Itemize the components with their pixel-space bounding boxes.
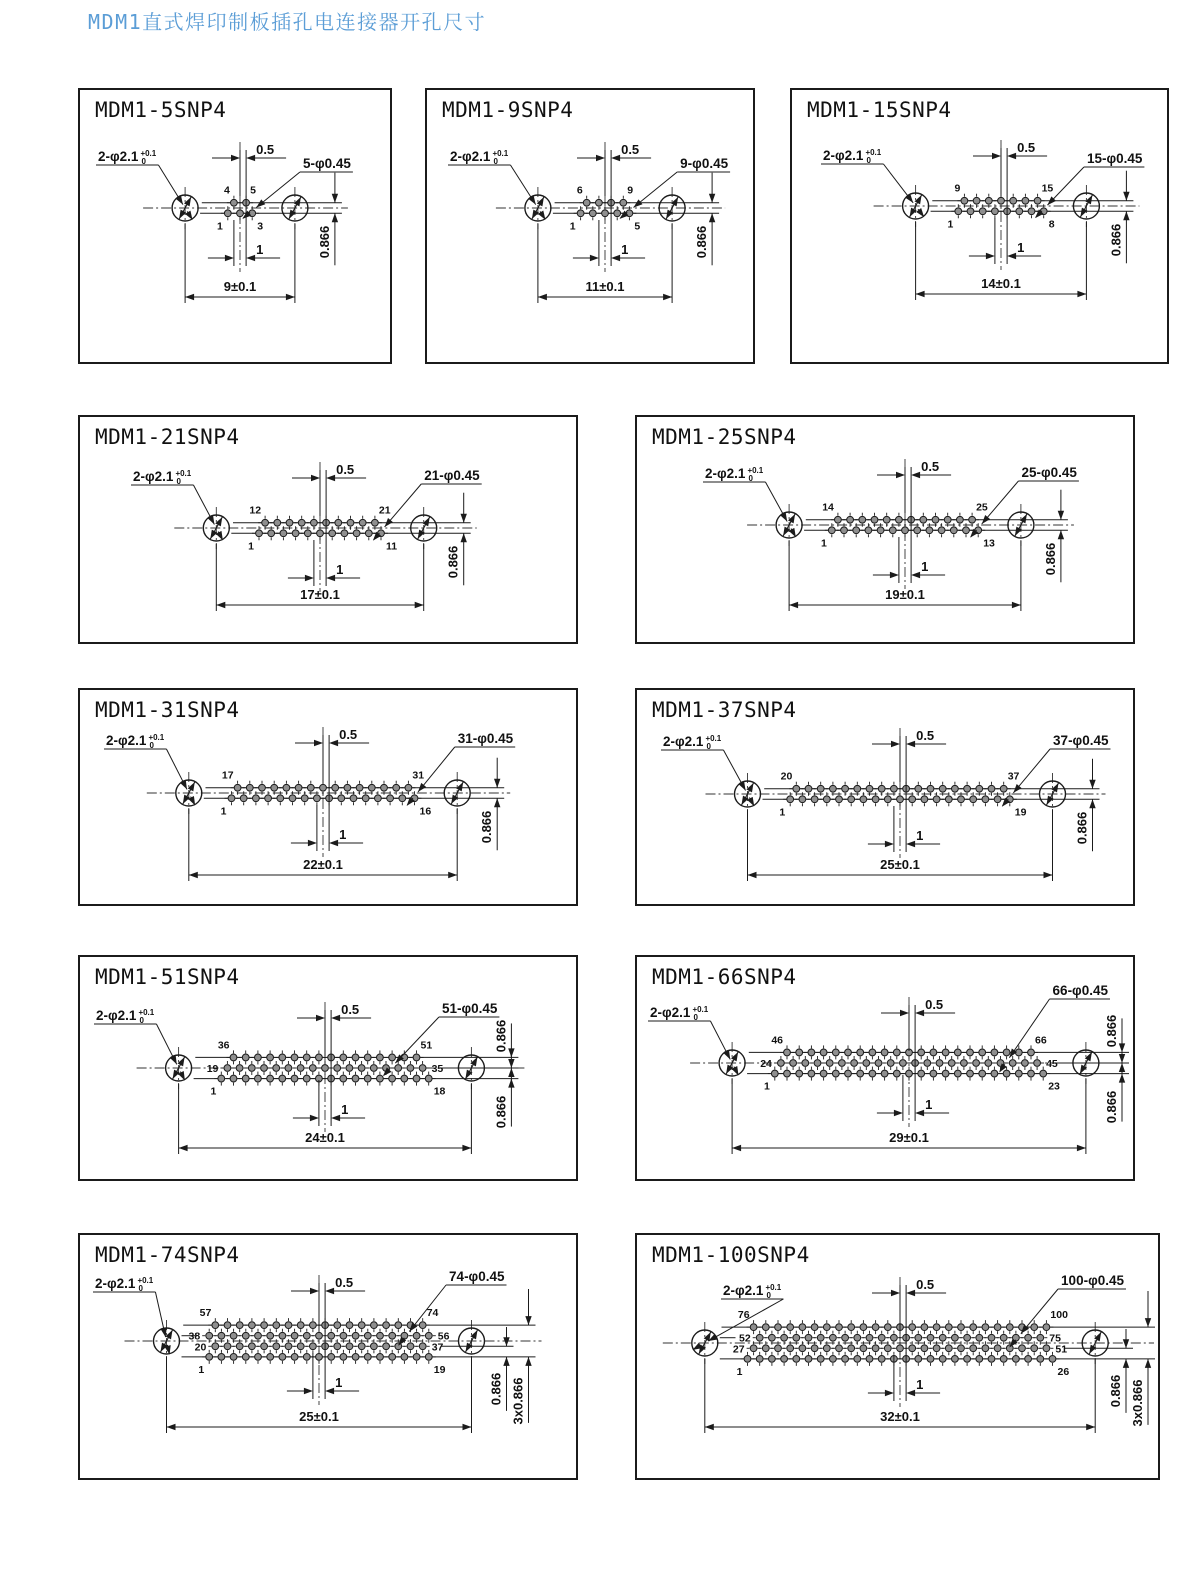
svg-text:19: 19: [433, 1363, 446, 1376]
panel-title: MDM1-25SNP4: [652, 425, 797, 449]
panel-mdm1-9snp4: [425, 88, 755, 364]
svg-text:2-φ2.1: 2-φ2.1: [823, 148, 864, 163]
svg-text:1: 1: [779, 806, 786, 819]
svg-text:0.866: 0.866: [1108, 1374, 1123, 1408]
svg-text:1: 1: [925, 1097, 933, 1112]
svg-text:3x0.866: 3x0.866: [1130, 1379, 1145, 1427]
panel-title: MDM1-21SNP4: [95, 425, 240, 449]
panel-mdm1-66snp4: [635, 955, 1135, 1181]
svg-text:25±0.1: 25±0.1: [880, 857, 920, 872]
svg-text:1: 1: [339, 827, 347, 842]
svg-text:27: 27: [732, 1343, 745, 1356]
svg-text:23: 23: [1048, 1080, 1060, 1093]
svg-text:0.5: 0.5: [335, 1275, 354, 1290]
svg-text:19: 19: [206, 1063, 219, 1075]
panel-mdm1-21snp4: [78, 415, 578, 644]
svg-text:56: 56: [437, 1330, 450, 1343]
svg-text:1: 1: [947, 218, 954, 231]
connector-drawing: [80, 1235, 576, 1478]
svg-text:100: 100: [1050, 1309, 1068, 1322]
svg-text:1: 1: [198, 1363, 205, 1376]
svg-text:+0.1: +0.1: [140, 149, 157, 158]
svg-text:0.866: 0.866: [1074, 811, 1090, 845]
svg-text:2-φ2.1: 2-φ2.1: [133, 469, 174, 484]
svg-text:36: 36: [217, 1039, 230, 1052]
svg-text:0.866: 0.866: [1042, 542, 1058, 576]
connector-drawing: [427, 90, 753, 362]
svg-text:0: 0: [693, 1013, 698, 1022]
svg-text:19: 19: [1014, 806, 1027, 819]
svg-text:0: 0: [706, 742, 711, 751]
svg-text:1: 1: [916, 1377, 924, 1392]
svg-text:35: 35: [431, 1063, 444, 1075]
svg-text:+0.1: +0.1: [175, 469, 192, 478]
connector-drawing: [792, 90, 1167, 362]
svg-text:66-φ0.45: 66-φ0.45: [1052, 983, 1108, 998]
svg-text:12: 12: [249, 504, 262, 517]
svg-text:25: 25: [976, 501, 988, 514]
panel-title: MDM1-5SNP4: [95, 98, 227, 122]
svg-text:0: 0: [141, 157, 146, 166]
connector-drawing: [637, 1235, 1158, 1478]
svg-text:24: 24: [760, 1058, 772, 1070]
svg-text:17±0.1: 17±0.1: [300, 587, 340, 602]
svg-text:0: 0: [139, 1016, 144, 1025]
svg-text:+0.1: +0.1: [137, 1276, 154, 1285]
svg-text:2-φ2.1: 2-φ2.1: [96, 1008, 137, 1023]
svg-text:9: 9: [627, 184, 634, 197]
connector-drawing: [637, 957, 1133, 1179]
svg-text:18: 18: [433, 1085, 446, 1098]
svg-text:75: 75: [1049, 1332, 1061, 1345]
svg-text:31: 31: [412, 769, 425, 782]
svg-text:0.5: 0.5: [336, 462, 355, 477]
svg-text:1: 1: [256, 242, 264, 257]
svg-text:0.866: 0.866: [445, 545, 461, 579]
svg-text:46: 46: [771, 1034, 783, 1047]
svg-text:1: 1: [335, 1375, 343, 1390]
svg-text:25±0.1: 25±0.1: [299, 1409, 339, 1424]
svg-text:1: 1: [248, 540, 254, 553]
svg-text:32±0.1: 32±0.1: [880, 1409, 920, 1424]
panel-title: MDM1-9SNP4: [442, 98, 574, 122]
svg-text:0: 0: [866, 156, 871, 165]
svg-text:+0.1: +0.1: [865, 148, 882, 157]
svg-text:16: 16: [419, 805, 432, 818]
panel-title: MDM1-74SNP4: [95, 1243, 240, 1267]
panel-title: MDM1-37SNP4: [652, 698, 797, 722]
svg-text:0.5: 0.5: [339, 727, 358, 742]
svg-text:0.866: 0.866: [1104, 1090, 1119, 1124]
svg-text:1: 1: [220, 805, 227, 818]
svg-text:38: 38: [188, 1330, 201, 1343]
svg-text:0.5: 0.5: [921, 459, 940, 474]
svg-text:51: 51: [1055, 1343, 1068, 1356]
svg-text:+0.1: +0.1: [692, 1005, 709, 1014]
svg-text:9-φ0.45: 9-φ0.45: [680, 156, 729, 171]
svg-text:5: 5: [634, 220, 641, 233]
svg-text:51: 51: [420, 1039, 433, 1052]
svg-text:0.5: 0.5: [621, 142, 640, 157]
panel-title: MDM1-31SNP4: [95, 698, 240, 722]
svg-text:0.866: 0.866: [479, 810, 495, 844]
svg-text:11: 11: [386, 540, 398, 553]
svg-text:0.5: 0.5: [916, 1277, 935, 1292]
svg-text:+0.1: +0.1: [138, 1008, 155, 1017]
panel-title: MDM1-15SNP4: [807, 98, 952, 122]
svg-text:2-φ2.1: 2-φ2.1: [106, 733, 147, 748]
connector-drawing: [637, 690, 1133, 904]
svg-text:13: 13: [983, 537, 995, 550]
svg-text:+0.1: +0.1: [747, 466, 764, 475]
svg-text:0.866: 0.866: [1104, 1014, 1119, 1048]
svg-text:9: 9: [954, 182, 961, 195]
svg-text:1: 1: [336, 562, 344, 577]
panel-mdm1-74snp4: [78, 1233, 578, 1480]
svg-text:25-φ0.45: 25-φ0.45: [1021, 465, 1077, 480]
svg-text:+0.1: +0.1: [705, 734, 722, 743]
panel-mdm1-5snp4: [78, 88, 392, 364]
svg-text:2-φ2.1: 2-φ2.1: [663, 734, 704, 749]
svg-text:14: 14: [822, 501, 834, 514]
svg-text:14±0.1: 14±0.1: [981, 276, 1021, 291]
svg-text:2-φ2.1: 2-φ2.1: [705, 466, 746, 481]
svg-text:15: 15: [1041, 182, 1054, 195]
page-title: MDM1直式焊印制板插孔电连接器开孔尺寸: [88, 10, 487, 34]
svg-text:21-φ0.45: 21-φ0.45: [424, 468, 480, 483]
connector-drawing: [80, 417, 576, 642]
svg-text:3x0.866: 3x0.866: [510, 1377, 526, 1425]
connector-drawing: [80, 957, 576, 1179]
panel-title: MDM1-51SNP4: [95, 965, 240, 989]
svg-text:37: 37: [431, 1341, 444, 1354]
svg-text:1: 1: [763, 1080, 770, 1093]
svg-text:1: 1: [736, 1365, 743, 1378]
svg-text:6: 6: [576, 184, 583, 197]
svg-text:11±0.1: 11±0.1: [585, 279, 625, 294]
panel-mdm1-25snp4: [635, 415, 1135, 644]
svg-text:0: 0: [748, 474, 753, 483]
svg-text:0: 0: [766, 1291, 771, 1300]
svg-text:0: 0: [176, 477, 181, 486]
svg-text:+0.1: +0.1: [765, 1283, 782, 1292]
panel-mdm1-15snp4: [790, 88, 1169, 364]
panel-title: MDM1-66SNP4: [652, 965, 797, 989]
panel-mdm1-51snp4: [78, 955, 578, 1181]
svg-text:1: 1: [341, 1102, 349, 1117]
svg-text:0: 0: [493, 157, 498, 166]
svg-text:0.5: 0.5: [1017, 140, 1036, 155]
svg-text:+0.1: +0.1: [148, 733, 165, 742]
svg-text:52: 52: [739, 1332, 751, 1345]
svg-text:15-φ0.45: 15-φ0.45: [1086, 151, 1143, 166]
panel-mdm1-31snp4: [78, 688, 578, 906]
svg-text:17: 17: [221, 769, 234, 782]
svg-text:24±0.1: 24±0.1: [305, 1130, 345, 1145]
svg-text:76: 76: [737, 1309, 750, 1322]
panel-title: MDM1-100SNP4: [652, 1243, 810, 1267]
svg-text:37: 37: [1007, 770, 1020, 783]
svg-text:0: 0: [138, 1284, 143, 1293]
svg-text:0.866: 0.866: [493, 1095, 509, 1129]
connector-drawing: [80, 90, 390, 362]
svg-text:0.5: 0.5: [925, 997, 944, 1012]
svg-text:26: 26: [1057, 1365, 1070, 1378]
svg-text:0.866: 0.866: [316, 225, 332, 259]
svg-text:2-φ2.1: 2-φ2.1: [98, 149, 139, 164]
svg-text:1: 1: [820, 537, 827, 550]
svg-text:20: 20: [780, 770, 793, 783]
connector-drawing: [637, 417, 1133, 642]
svg-text:2-φ2.1: 2-φ2.1: [450, 149, 491, 164]
svg-text:45: 45: [1046, 1058, 1058, 1070]
panel-mdm1-37snp4: [635, 688, 1135, 906]
svg-text:19±0.1: 19±0.1: [885, 587, 925, 602]
svg-text:0.866: 0.866: [493, 1019, 509, 1053]
svg-text:9±0.1: 9±0.1: [223, 279, 257, 294]
svg-text:66: 66: [1035, 1034, 1047, 1047]
svg-text:22±0.1: 22±0.1: [303, 857, 343, 872]
svg-text:4: 4: [224, 184, 230, 197]
svg-text:37-φ0.45: 37-φ0.45: [1053, 733, 1109, 748]
svg-text:0.866: 0.866: [694, 225, 710, 259]
svg-text:2-φ2.1: 2-φ2.1: [723, 1283, 764, 1298]
svg-text:0.866: 0.866: [1108, 223, 1124, 257]
svg-text:0.866: 0.866: [488, 1372, 504, 1406]
svg-text:0.5: 0.5: [256, 142, 275, 157]
svg-text:74-φ0.45: 74-φ0.45: [449, 1269, 505, 1284]
svg-text:29±0.1: 29±0.1: [889, 1130, 929, 1145]
svg-text:0.5: 0.5: [916, 728, 935, 743]
svg-text:1: 1: [621, 242, 629, 257]
svg-text:2-φ2.1: 2-φ2.1: [95, 1276, 136, 1291]
svg-text:1: 1: [216, 220, 223, 233]
svg-text:5-φ0.45: 5-φ0.45: [302, 156, 351, 171]
svg-text:+0.1: +0.1: [492, 149, 509, 158]
panel-mdm1-100snp4: [635, 1233, 1160, 1480]
svg-text:0: 0: [149, 741, 154, 750]
svg-text:2-φ2.1: 2-φ2.1: [650, 1005, 691, 1020]
svg-text:1: 1: [1017, 240, 1025, 255]
svg-text:100-φ0.45: 100-φ0.45: [1061, 1273, 1124, 1288]
svg-text:1: 1: [921, 559, 929, 574]
svg-text:1: 1: [569, 220, 576, 233]
svg-text:51-φ0.45: 51-φ0.45: [441, 1001, 498, 1016]
svg-text:74: 74: [426, 1307, 439, 1320]
svg-text:3: 3: [257, 220, 264, 233]
svg-text:0.5: 0.5: [341, 1002, 360, 1017]
svg-text:21: 21: [378, 504, 391, 517]
svg-text:57: 57: [199, 1307, 212, 1320]
svg-text:8: 8: [1048, 218, 1055, 231]
svg-text:1: 1: [916, 828, 924, 843]
svg-text:20: 20: [194, 1341, 207, 1354]
svg-text:1: 1: [210, 1085, 217, 1098]
svg-text:31-φ0.45: 31-φ0.45: [457, 731, 514, 746]
svg-text:5: 5: [250, 184, 256, 197]
connector-drawing: [80, 690, 576, 904]
